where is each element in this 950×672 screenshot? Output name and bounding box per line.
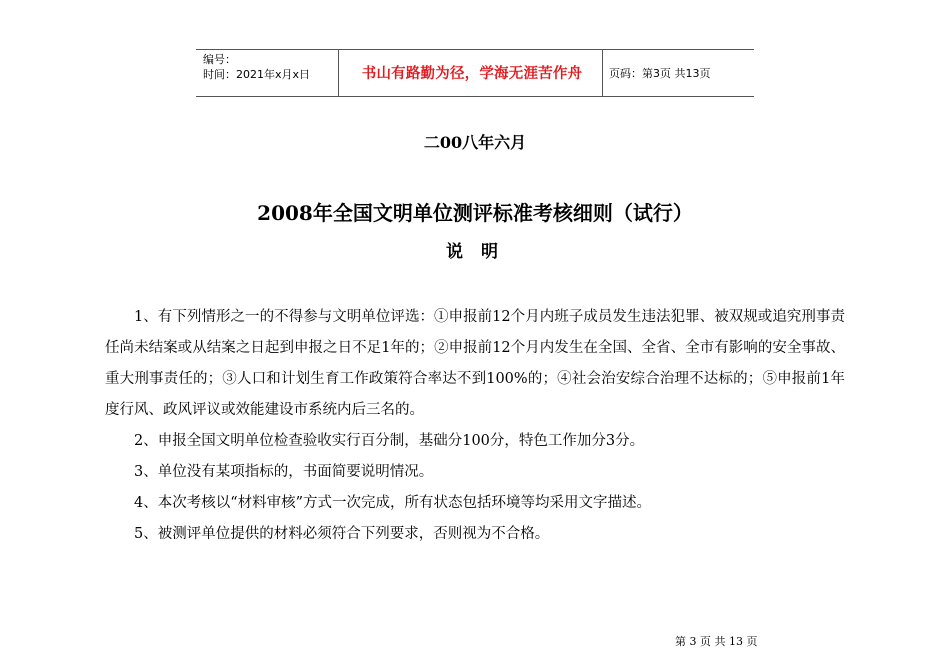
header-motto: 书山有路勤为径，学海无涯苦作舟 (361, 66, 583, 82)
paragraph: 2、申报全国文明单位检查验收实行百分制，基础分100分，特色工作加分3分。 (134, 433, 645, 449)
document-body (105, 302, 845, 550)
paragraph: 5、被测评单位提供的材料必须符合下列要求，否则视为不合格。 (134, 526, 550, 542)
header-divider-right (602, 49, 603, 96)
paragraph: 3、单位没有某项指标的，书面简要说明情况。 (134, 464, 434, 480)
paragraph: 1、有下列情形之一的不得参与文明单位评选：①申报前12个月内班子成员发生违法犯罪、被双规或追究刑事责任尚未结案或从结案之日起到申报之日不足1年的；②申报前12个月内发生在全国、全省、全市有影响的安全事故、重大刑事责任的；③人口和计划生育工作政策符合率达不到100%的；④社会治安综合治理不达标的；⑤申报前1年度行风、政风评议或效能建设市系统内后三名的。 (105, 309, 845, 418)
header-time-label: 时间：2021年x月x日 (203, 68, 311, 81)
page-footer: 第 3 页 共 13 页 (675, 635, 758, 648)
paragraph: 4、本次考核以“材料审核”方式一次完成，所有状态包括环境等均采用文字描述。 (134, 495, 652, 511)
document-subtitle: 说 明 (446, 242, 504, 262)
document-title: 2008年全国文明单位测评标准考核细则（试行） (257, 201, 693, 225)
header-bottom-rule (196, 96, 754, 97)
header-page-label: 页码：第3页 共13页 (609, 67, 711, 80)
document-date: 二00八年六月 (423, 133, 527, 152)
header-meta (203, 52, 310, 82)
header-number-label: 编号： (203, 53, 236, 66)
header-top-rule (196, 49, 754, 50)
header-divider-left (338, 49, 339, 96)
